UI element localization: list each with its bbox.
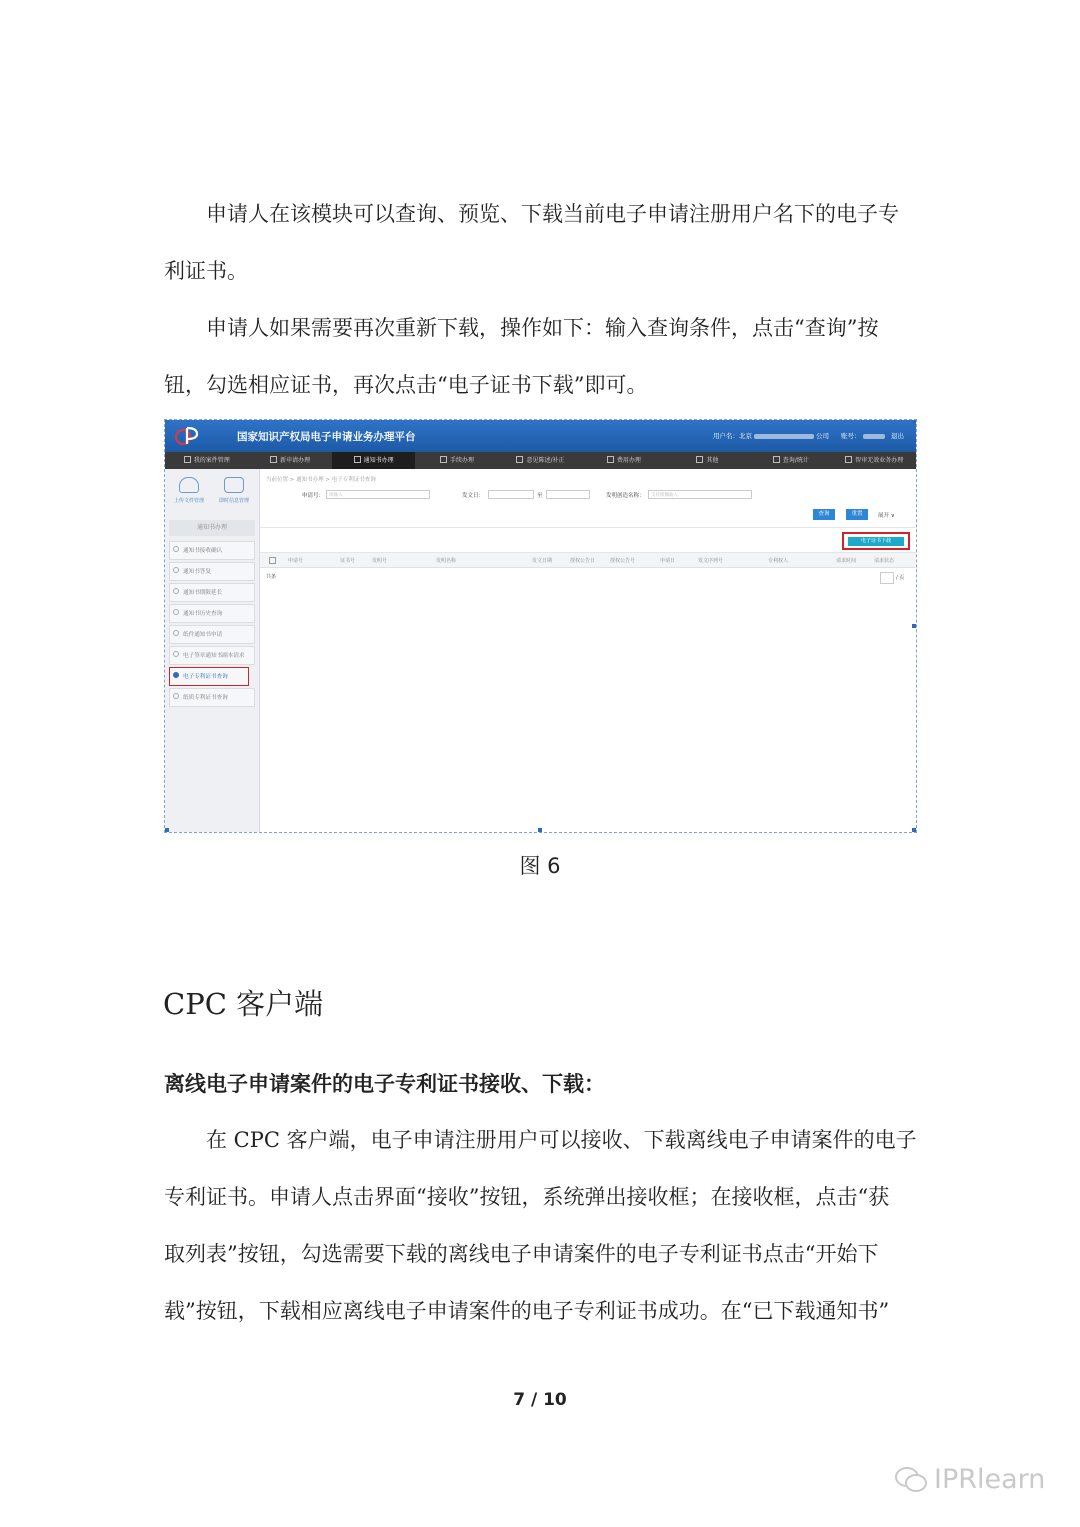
- app-no-label: 申请号：: [302, 493, 325, 499]
- sidebar-item[interactable]: 电子签章通知书副本请求: [169, 646, 255, 665]
- col-header: 发明名称: [436, 558, 457, 564]
- sidebar-item[interactable]: 通知书期限延长: [169, 583, 255, 602]
- reset-button[interactable]: 重置: [846, 509, 868, 520]
- section-heading: CPC 客户端: [163, 987, 324, 1021]
- pager-suffix: / 页: [896, 575, 905, 581]
- nav-item[interactable]: 查询/统计: [749, 452, 832, 469]
- text-line: 载”按钮，下载相应离线电子申请案件的电子专利证书成功。在“已下载通知书”: [164, 1299, 890, 1323]
- result-toolbar: [260, 527, 916, 553]
- nav-item[interactable]: 智审无效业务办理: [833, 452, 916, 469]
- text-line: 利证书。: [164, 259, 248, 283]
- wechat-icon: [894, 1466, 928, 1494]
- col-header: 申请日: [660, 558, 676, 564]
- platform-screenshot: [164, 419, 917, 833]
- sidebar-item[interactable]: 通知书接收确认: [169, 541, 255, 560]
- name-label: 发明创造名称：: [606, 493, 645, 499]
- sidebar-item[interactable]: 纸质专利证书查询: [169, 688, 255, 707]
- text-line: 专利证书。申请人点击界面“接收”按钮，系统弹出接收框；在接收框，点击“获: [164, 1185, 890, 1209]
- nav-item[interactable]: 手续办理: [415, 452, 498, 469]
- sidebar: [165, 469, 260, 832]
- message-tool[interactable]: 即时信息管理: [212, 477, 256, 504]
- app-no-input[interactable]: 请输入: [326, 490, 430, 499]
- col-header: 发文序列号: [698, 558, 724, 564]
- total-count: 共条: [266, 574, 277, 580]
- top-nav: [165, 452, 916, 469]
- col-header: 请求状态: [874, 558, 895, 564]
- date-sep: 至: [537, 493, 543, 499]
- chat-icon: [224, 477, 244, 493]
- col-header: 发文日期: [532, 558, 553, 564]
- select-all-checkbox[interactable]: [269, 557, 276, 564]
- text-line: 申请人在该模块可以查询、预览、下载当前电子申请注册用户名下的电子专: [206, 202, 899, 226]
- nav-item[interactable]: 意见陈述/补正: [499, 452, 582, 469]
- date-label: 发文日：: [462, 493, 485, 499]
- user-name: 用户名：北京 公司: [713, 432, 829, 440]
- resize-handle: [912, 624, 916, 628]
- cert-download-button[interactable]: 电子证书下载: [848, 537, 904, 546]
- logout-link[interactable]: 退出: [891, 432, 904, 440]
- col-header: 发明号: [372, 558, 388, 564]
- name-input[interactable]: 支持模糊输入: [648, 490, 752, 499]
- text-line: 取列表”按钮，勾选需要下载的离线电子申请案件的电子专利证书点击“开始下: [164, 1242, 879, 1266]
- cnipa-logo-icon: [173, 424, 201, 448]
- text-line: 在 CPC 客户端，电子申请注册用户可以接收、下载离线电子申请案件的电子: [206, 1128, 917, 1152]
- resize-handle: [165, 420, 169, 424]
- nav-item[interactable]: 费用办理: [582, 452, 665, 469]
- account-info: 账号：: [841, 431, 887, 440]
- col-header: 授权公告号: [610, 558, 636, 564]
- platform-title: 国家知识产权局电子申请业务办理平台: [237, 431, 416, 443]
- cert-download-highlight: [842, 532, 910, 550]
- resize-handle: [165, 828, 169, 832]
- subsection-heading: 离线电子申请案件的电子专利证书接收、下载：: [164, 1071, 605, 1096]
- sidebar-item[interactable]: 通知书历史查询: [169, 604, 255, 623]
- sidebar-section: 通知书办理: [169, 520, 255, 536]
- col-header: 专利权人: [768, 558, 789, 564]
- nav-item[interactable]: 其他: [666, 452, 749, 469]
- main-panel: [260, 469, 916, 832]
- col-header: 证书号: [340, 558, 356, 564]
- text-line: 申请人如果需要再次重新下载，操作如下：输入查询条件，点击“查询”按: [206, 316, 879, 340]
- breadcrumb: 当前位置 > 通知书办理 > 电子专利证书查询: [266, 477, 376, 483]
- text-line: 钮，勾选相应证书，再次点击“电子证书下载”即可。: [164, 373, 648, 397]
- figure-caption: 图 6: [519, 854, 561, 878]
- date-to-input[interactable]: [546, 490, 590, 499]
- instruction-paragraph: [164, 300, 916, 414]
- page-input[interactable]: [880, 572, 894, 584]
- cpc-paragraph: [164, 1112, 916, 1340]
- sidebar-item[interactable]: 纸件通知书申请: [169, 625, 255, 644]
- expand-toggle[interactable]: 展开 ∨: [878, 513, 895, 519]
- nav-item-active[interactable]: 通知书办理: [332, 452, 415, 469]
- sidebar-item[interactable]: 通知书答复: [169, 562, 255, 581]
- nav-item[interactable]: 新申请办理: [248, 452, 331, 469]
- nav-item[interactable]: 我的案件管理: [165, 452, 248, 469]
- cloud-upload-icon: [179, 477, 199, 493]
- sidebar-item-cert-query[interactable]: 电子专利证书查询: [169, 667, 249, 686]
- resize-handle: [912, 828, 916, 832]
- date-from-input[interactable]: [488, 490, 534, 499]
- col-header: 申请号: [288, 558, 304, 564]
- platform-header: [165, 420, 916, 452]
- search-button[interactable]: 查询: [813, 509, 835, 520]
- col-header: 授权公告日: [570, 558, 596, 564]
- upload-tool[interactable]: 上传文件管理: [167, 477, 211, 504]
- page-number: 7 / 10: [513, 1390, 567, 1410]
- resize-handle: [912, 420, 916, 424]
- table-header: [260, 553, 916, 568]
- col-header: 请求时间: [836, 558, 857, 564]
- resize-handle: [538, 828, 542, 832]
- intro-paragraph: [164, 186, 916, 300]
- watermark: IPRlearn: [894, 1464, 1045, 1495]
